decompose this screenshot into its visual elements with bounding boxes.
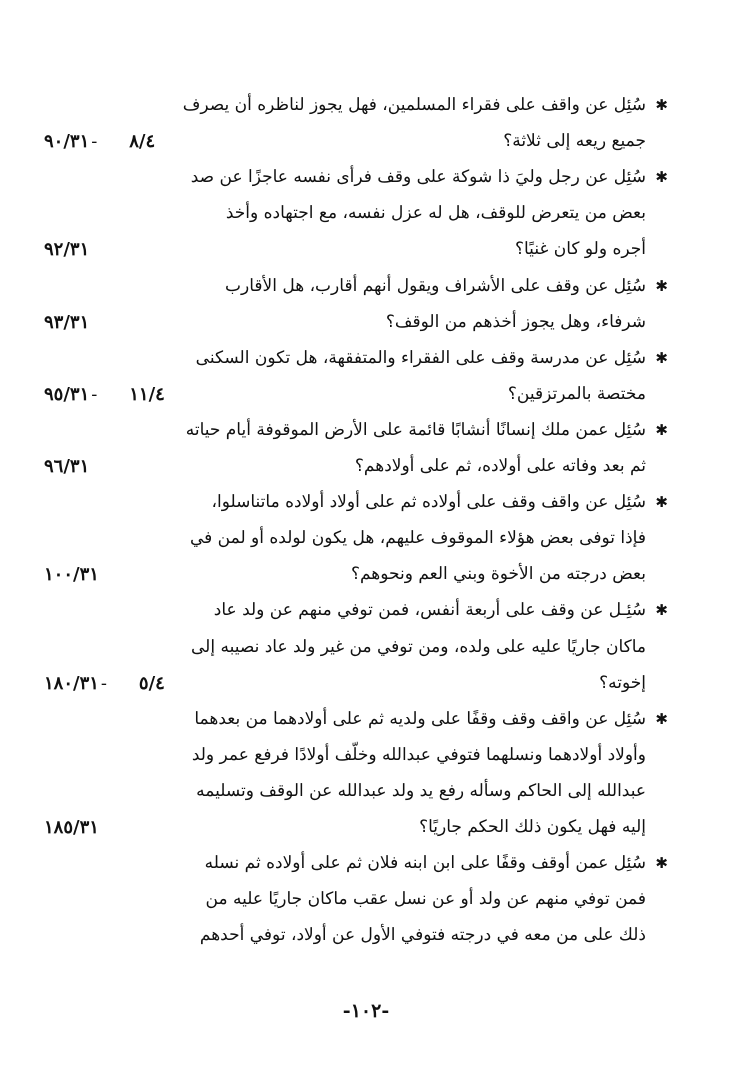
text-line [0,449,732,485]
text-line [0,702,732,738]
text-line [0,557,732,593]
text-line [0,124,732,160]
line-text: أجره ولو كان غنيًا؟ [514,239,646,260]
text-line [0,521,732,557]
text-line [0,918,732,954]
line-text: شرفاء، وهل يجوز أخذهم من الوقف؟ [385,311,646,332]
line-text: جميع ريعه إلى ثلاثة؟ [503,131,646,152]
text-line [0,485,732,521]
line-text: وأولاد أولادهما ونسلهما فتوفي عبدالله وخلّف أولادًا فرفع عمر ولد [191,744,646,765]
text-line [0,630,732,666]
line-text: سُئِل عمن ملك إنسانًا أنشابًا قائمة على الأرض الموقوفة أيام حياته [185,419,646,440]
line-text: بعض من يتعرض للوقف، هل له عزل نفسه، مع اجتهاده وأخذ [225,203,646,224]
reference-primary: ٩٦/٣١ [44,456,90,477]
text-line [0,413,732,449]
reference-secondary: ١١/٤ [129,383,165,405]
text-line [0,160,732,196]
reference [44,130,155,154]
reference [44,563,99,587]
line-text: سُئِل عن واقف على فقراء المسلمين، فهل يجوز لناظره أن يصرف [182,95,646,115]
reference [44,816,99,840]
text-line [0,593,732,629]
text-line [0,232,732,268]
reference-primary: ١٨٠/٣١ [44,672,99,694]
text-line [0,377,732,413]
text-line [0,196,732,232]
page-number: -١٠٢- [342,1000,390,1022]
reference-primary: ٩٢/٣١ [44,239,90,261]
asterisk-bullet-icon: ✱ [655,96,668,114]
asterisk-bullet-icon: ✱ [655,348,668,367]
reference-separator: - [91,383,98,405]
text-line [0,882,732,918]
line-text: فمن توفي منهم عن ولد أو عن نسل عقب ماكان جاريًا عليه من [205,889,646,910]
line-text: ثم بعد وفاته على أولاده، ثم على أولادهم؟ [354,456,646,476]
line-text: إليه فهل يكون ذلك الحكم جاريًا؟ [419,817,646,837]
text-line [0,846,732,882]
line-text: ذلك على من معه في درجته فتوفي الأول عن أولاد، توفي أحدهم [199,925,646,946]
asterisk-bullet-icon: ✱ [655,493,668,512]
reference-secondary: ٨/٤ [129,131,156,153]
asterisk-bullet-icon: ✱ [655,601,668,620]
reference [44,672,165,696]
text-line [0,88,732,124]
text-line [0,341,732,377]
asterisk-bullet-icon: ✱ [655,709,668,728]
line-text: بعض درجته من الأخوة وبني العم ونحوهم؟ [350,564,646,585]
reference-primary: ١٠٠/٣١ [44,564,99,586]
reference [44,455,89,479]
line-text: سُئِل عن رجل وليَ ذا شوكة على وقف فرأى نفسه عاجزًا عن صد [190,167,646,188]
reference [44,238,89,262]
text-line [0,810,732,846]
reference [44,311,89,335]
asterisk-bullet-icon: ✱ [655,168,668,187]
reference-primary: ٩٣/٣١ [44,311,90,333]
asterisk-bullet-icon: ✱ [655,420,668,439]
line-text: سُئِـل عن وقف على أربعة أنفس، فمن توفي منهم عن ولد عاد [213,600,646,621]
asterisk-bullet-icon: ✱ [655,854,668,873]
text-line [0,269,732,305]
line-text: عبدالله إلى الحاكم وسأله رفع يد ولد عبدالله عن الوقف وتسليمه [196,780,646,801]
text-line [0,305,732,341]
reference-secondary: ٥/٤ [138,672,165,694]
reference-separator: - [100,672,107,694]
reference-primary: ٩٥/٣١ [44,383,90,405]
reference-primary: ١٨٥/٣١ [44,817,99,838]
reference-separator: - [91,131,98,153]
line-text: سُئِل عن واقف وقف على أولاده ثم على أولاد أولاده ماتناسلوا، [211,492,646,513]
text-line [0,666,732,702]
asterisk-bullet-icon: ✱ [655,276,668,295]
line-text: سُئِل عن وقف على الأشراف ويقول أنهم أقارب، هل الأقارب [224,275,646,296]
text-line [0,738,732,774]
line-text: سُئِل عن واقف وقف وقفًا على ولديه ثم على أولادهما من بعدهما [194,708,646,729]
line-text: سُئِل عن مدرسة وقف على الفقراء والمتفقهة، هل تكون السكنى [195,347,646,368]
line-text: إخوته؟ [599,672,646,693]
line-text: مختصة بالمرتزقين؟ [507,383,646,404]
text-line [0,774,732,810]
line-text: فإذا توفى بعض هؤلاء الموقوف عليهم، هل يكون لولده أو لمن في [189,528,646,549]
line-text: سُئِل عمن أوقف وقفًا على ابن ابنه فلان ثم على أولاده ثم نسله [204,853,646,874]
line-text: ماكان جاريًا عليه على ولده، ومن توفي من غير ولد عاد نصيبه إلى [191,636,646,657]
reference [44,383,165,407]
reference-primary: ٩٠/٣١ [44,131,90,153]
